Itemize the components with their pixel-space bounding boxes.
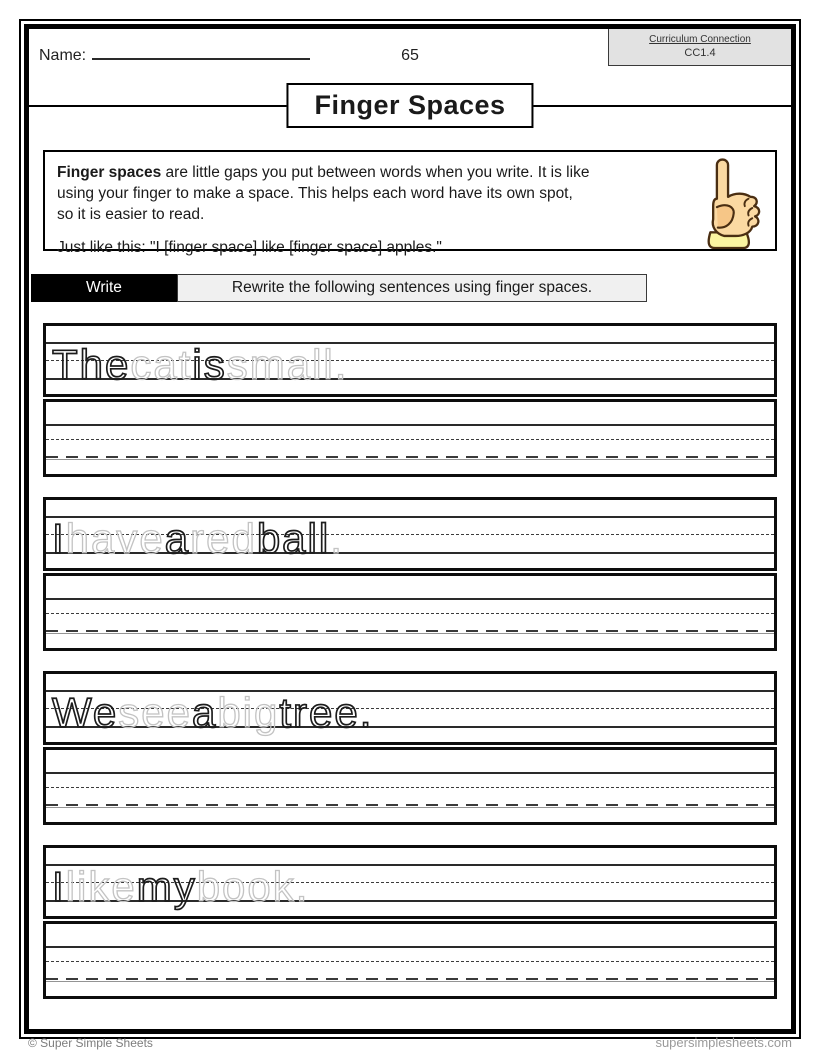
traced-word-light: like (65, 863, 137, 910)
writing-baseline-dashed (46, 456, 774, 460)
name-label: Name: (39, 47, 87, 64)
footer-website: supersimplesheets.com (655, 1035, 792, 1050)
traced-sentence (52, 342, 348, 388)
name-row (39, 43, 310, 65)
sentence-box (43, 497, 777, 571)
traced-word-light: big (217, 689, 280, 736)
worksheet-content (29, 29, 791, 1029)
practice-box (43, 399, 777, 477)
writing-baseline-dashed (46, 630, 774, 634)
traced-word-light: cat (130, 341, 193, 388)
writing-baseline-dashed (46, 804, 774, 808)
info-example-line: Just like this: "I [finger space] like [finger space] apples." (57, 239, 442, 256)
page-border-inner (24, 24, 796, 1034)
traced-word-dark: tree. (279, 689, 374, 736)
traced-sentence (52, 516, 344, 562)
page-title: Finger Spaces (286, 83, 533, 128)
traced-word-dark: a (191, 689, 218, 736)
traced-word-light: book. (196, 863, 310, 910)
practice-box (43, 573, 777, 651)
writing-line (46, 598, 774, 600)
traced-word-light: have (65, 515, 165, 562)
curriculum-connection-title: Curriculum Connection (649, 34, 751, 45)
info-line-1-rest: are little gaps you put between words when you write. It is like (161, 164, 590, 181)
traced-word-dark: I (52, 515, 66, 562)
info-lead-bold: Finger spaces (57, 164, 162, 181)
traced-sentence (52, 864, 309, 910)
instruction-text: Rewrite the following sentences using finger spaces. (177, 274, 647, 302)
exercise-group (43, 671, 777, 825)
traced-word-dark: We (52, 689, 119, 736)
info-line-1 (57, 162, 679, 183)
writing-line (46, 946, 774, 948)
writing-baseline-dashed (46, 978, 774, 982)
name-blank-line (92, 43, 310, 60)
curriculum-connection-box (608, 29, 791, 66)
traced-word-light: see (118, 689, 192, 736)
writing-midline (46, 961, 774, 962)
traced-word-dark: The (52, 341, 131, 388)
info-box (43, 150, 777, 256)
writing-midline (46, 787, 774, 788)
traced-word-light: red (190, 515, 257, 562)
page-border-outer (19, 19, 801, 1039)
write-label: Write (31, 274, 177, 302)
info-line-2: using your finger to make a space. This helps each word have its own spot, (57, 185, 573, 202)
practice-box (43, 921, 777, 999)
info-line-3: so it is easier to read. (57, 206, 205, 223)
writing-midline (46, 439, 774, 440)
practice-box (43, 747, 777, 825)
traced-word-dark: ball (256, 515, 331, 562)
exercise-group (43, 323, 777, 477)
traced-sentence (52, 690, 373, 736)
curriculum-connection-code: CC1.4 (684, 47, 716, 59)
traced-word-light: small. (226, 341, 349, 388)
sentence-box (43, 845, 777, 919)
traced-word-dark: I (52, 863, 66, 910)
footer-copyright: © Super Simple Sheets (28, 1036, 153, 1050)
sentence-box (43, 323, 777, 397)
sentence-box (43, 671, 777, 745)
exercise-list (43, 323, 777, 1019)
traced-word-dark: my (136, 863, 197, 910)
writing-midline (46, 613, 774, 614)
traced-word-dark: a (164, 515, 191, 562)
page-number: 65 (401, 47, 419, 64)
exercise-group (43, 845, 777, 999)
writing-line (46, 772, 774, 774)
exercise-group (43, 497, 777, 651)
pointing-finger-icon (687, 154, 771, 249)
writing-line (46, 424, 774, 426)
traced-word-dark: is (192, 341, 227, 388)
traced-word-light: . (330, 515, 344, 562)
